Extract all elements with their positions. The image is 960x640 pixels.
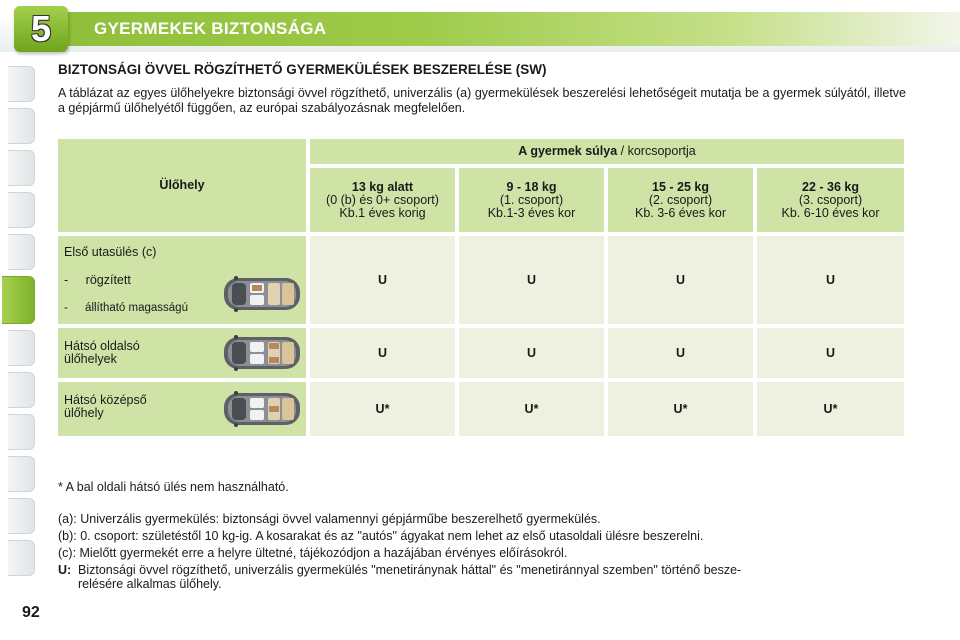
column-weight: 15 - 25 kg bbox=[652, 179, 709, 194]
seat-header-text: Ülőhely bbox=[159, 178, 205, 192]
row-label-rear-center bbox=[58, 382, 306, 436]
cell-front-1: U bbox=[459, 236, 604, 324]
column-header-0 bbox=[310, 168, 455, 232]
row-label bbox=[64, 340, 140, 366]
column-weight: 9 - 18 kg bbox=[506, 179, 557, 194]
side-tab-active[interactable] bbox=[2, 276, 35, 324]
column-age: Kb.1-3 éves kor bbox=[487, 205, 576, 220]
cell-rear-outer-2: U bbox=[608, 328, 753, 378]
u-label: U: bbox=[58, 563, 72, 577]
row-label-line-2: ülőhely bbox=[64, 406, 104, 420]
weight-header-rest: / korcsoportja bbox=[617, 144, 696, 158]
side-tab-8[interactable] bbox=[8, 372, 35, 408]
side-tab-9[interactable] bbox=[8, 414, 35, 450]
option-text: rögzített bbox=[85, 273, 131, 287]
side-tabs bbox=[0, 60, 40, 580]
car-seat-diagram-rear-center bbox=[222, 389, 302, 429]
column-group: (0 (b) és 0+ csoport) bbox=[326, 192, 439, 207]
column-header-1 bbox=[459, 168, 604, 232]
section-title: BIZTONSÁGI ÖVVEL RÖGZÍTHETŐ GYERMEKÜLÉSEK BESZERELÉSE (SW) bbox=[58, 62, 547, 77]
side-tab-4[interactable] bbox=[8, 192, 35, 228]
weight-header bbox=[310, 139, 904, 164]
footnote-star: * A bal oldali hátsó ülés nem használható. bbox=[58, 480, 289, 494]
side-tab-3[interactable] bbox=[8, 150, 35, 186]
option-adjustable bbox=[64, 302, 188, 314]
column-header-3 bbox=[757, 168, 904, 232]
row-label-front-seat bbox=[58, 236, 306, 324]
row-label-line-1: Hátsó középső bbox=[64, 393, 147, 407]
cell-front-0: U bbox=[310, 236, 455, 324]
cell-rear-outer-1: U bbox=[459, 328, 604, 378]
chapter-title: GYERMEKEK BIZTONSÁGA bbox=[94, 19, 327, 38]
row-label-line-1: Hátsó oldalsó bbox=[64, 339, 140, 353]
column-weight: 22 - 36 kg bbox=[802, 179, 859, 194]
cell-rear-outer-3: U bbox=[757, 328, 904, 378]
intro-paragraph: A táblázat az egyes ülőhelyekre biztonsági övvel rögzíthető, univerzális (a) gyermekülések beszerelési lehetőségeit mutatja be a gyermek súlyától, illetve a gépjármű ülőhelyétől függően, az európai szabályozásnak megfelelően. bbox=[58, 86, 906, 115]
u-line-2: relésére alkalmas ülőhely. bbox=[78, 577, 222, 591]
chapter-number: 5 bbox=[30, 8, 52, 49]
side-tab-10[interactable] bbox=[8, 456, 35, 492]
column-age: Kb. 3-6 éves kor bbox=[634, 205, 726, 220]
column-weight: 13 kg alatt bbox=[351, 179, 414, 194]
option-fixed bbox=[64, 273, 131, 287]
side-tab-7[interactable] bbox=[8, 330, 35, 366]
page-number: 92 bbox=[22, 604, 40, 621]
column-group: (1. csoport) bbox=[499, 192, 564, 207]
cell-front-2: U bbox=[608, 236, 753, 324]
side-tab-1[interactable] bbox=[8, 66, 35, 102]
row-label-line-2: ülőhelyek bbox=[64, 352, 117, 366]
option-text: állítható magasságú bbox=[85, 302, 188, 314]
column-group: (2. csoport) bbox=[648, 192, 713, 207]
option-dash: - bbox=[64, 273, 69, 287]
cell-rear-center-2: U* bbox=[608, 382, 753, 436]
side-tab-12[interactable] bbox=[8, 540, 35, 576]
row-label: Első utasülés (c) bbox=[64, 245, 157, 259]
car-seat-diagram-rear-outer bbox=[222, 333, 302, 373]
footnote-c: (c): Mielőtt gyermekét erre a helyre ültetné, tájékozódjon a hazájában érvényes előírásokról. bbox=[58, 546, 568, 560]
cell-rear-center-0: U* bbox=[310, 382, 455, 436]
car-seat-diagram-front bbox=[222, 274, 302, 314]
side-tab-2[interactable] bbox=[8, 108, 35, 144]
row-label-rear-outer bbox=[58, 328, 306, 378]
option-dash: - bbox=[64, 302, 68, 314]
footnote-u bbox=[58, 563, 906, 591]
side-tab-11[interactable] bbox=[8, 498, 35, 534]
column-age: Kb. 6-10 éves kor bbox=[781, 205, 880, 220]
weight-header-bold: A gyermek súlya bbox=[518, 144, 618, 158]
column-header-2 bbox=[608, 168, 753, 232]
side-tab-5[interactable] bbox=[8, 234, 35, 270]
footnote-b: (b): 0. csoport: születéstől 10 kg-ig. A kosarakat és az "autós" ágyakat nem lehet az első utasoldali ülésre beszerelni. bbox=[58, 529, 704, 543]
chapter-badge bbox=[14, 6, 68, 52]
cell-rear-center-1: U* bbox=[459, 382, 604, 436]
column-age: Kb.1 éves korig bbox=[339, 205, 426, 220]
cell-rear-center-3: U* bbox=[757, 382, 904, 436]
u-line-1: Biztonsági övvel rögzíthető, univerzális gyermekülés "menetiránynak háttal" és "menetiránnyal szemben" történő besze- bbox=[78, 563, 742, 577]
footnote-a: (a): Univerzális gyermekülés: biztonsági övvel valamennyi gépjárműbe beszerelhető gyermekülés. bbox=[58, 512, 601, 526]
seat-column-header bbox=[58, 139, 306, 232]
row-label bbox=[64, 394, 147, 420]
column-group: (3. csoport) bbox=[798, 192, 863, 207]
cell-rear-outer-0: U bbox=[310, 328, 455, 378]
cell-front-3: U bbox=[757, 236, 904, 324]
